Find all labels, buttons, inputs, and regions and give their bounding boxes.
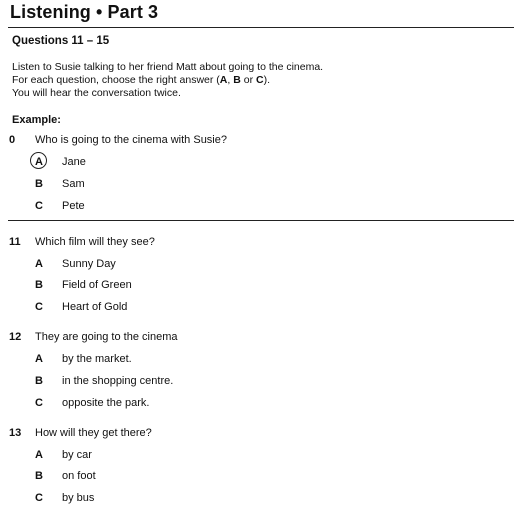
option-letter: C xyxy=(35,301,43,313)
option-text: on foot xyxy=(62,470,96,482)
question-number: 13 xyxy=(9,427,22,439)
option-text: Sunny Day xyxy=(62,258,116,270)
option-text: Field of Green xyxy=(62,279,132,291)
instruction-text: or xyxy=(240,74,256,86)
instruction-text: For each question, choose the right answer ( xyxy=(12,74,220,86)
option-letter: A xyxy=(35,156,43,168)
instruction-letter-b: B xyxy=(233,74,241,86)
option-text: Pete xyxy=(62,200,85,212)
question-number: 11 xyxy=(9,236,21,248)
option-text: in the shopping centre. xyxy=(62,375,174,387)
option-text: opposite the park. xyxy=(62,397,150,409)
option-text: Sam xyxy=(62,178,85,190)
option-letter: C xyxy=(35,397,43,409)
option-letter: C xyxy=(35,492,43,504)
option-letter: B xyxy=(35,279,43,291)
question-number: 12 xyxy=(9,331,22,343)
option-letter: C xyxy=(35,200,43,212)
page-title: Listening • Part 3 xyxy=(10,2,159,22)
question-text: Which film will they see? xyxy=(35,236,155,248)
question-text: How will they get there? xyxy=(35,427,152,439)
instruction-line-1: Listen to Susie talking to her friend Matt about going to the cinema. xyxy=(12,61,324,73)
question-number: 0 xyxy=(9,134,16,146)
option-letter: B xyxy=(35,375,43,387)
option-text: by the market. xyxy=(62,353,132,365)
option-letter: B xyxy=(35,470,43,482)
option-letter: B xyxy=(35,178,43,190)
option-letter: A xyxy=(35,449,43,461)
option-text: by bus xyxy=(62,492,95,504)
instruction-letter-c: C xyxy=(255,74,264,86)
option-text: Heart of Gold xyxy=(62,301,128,313)
instruction-line-2 xyxy=(12,74,323,87)
example-divider xyxy=(8,220,514,221)
question-text: They are going to the cinema xyxy=(35,331,178,343)
question-text: Who is going to the cinema with Susie? xyxy=(35,134,227,146)
title-divider xyxy=(8,27,514,28)
instruction-line-3: You will hear the conversation twice. xyxy=(12,87,181,99)
instruction-text: ). xyxy=(263,74,270,86)
questions-range-heading: Questions 11 – 15 xyxy=(12,35,110,47)
instructions xyxy=(12,61,323,100)
option-letter: A xyxy=(35,353,43,365)
instruction-letter-a: A xyxy=(219,74,228,86)
example-label: Example: xyxy=(12,114,61,126)
option-letter: A xyxy=(35,258,43,270)
instruction-text: , xyxy=(227,74,234,86)
option-text: Jane xyxy=(62,156,86,168)
option-text: by car xyxy=(62,449,92,461)
